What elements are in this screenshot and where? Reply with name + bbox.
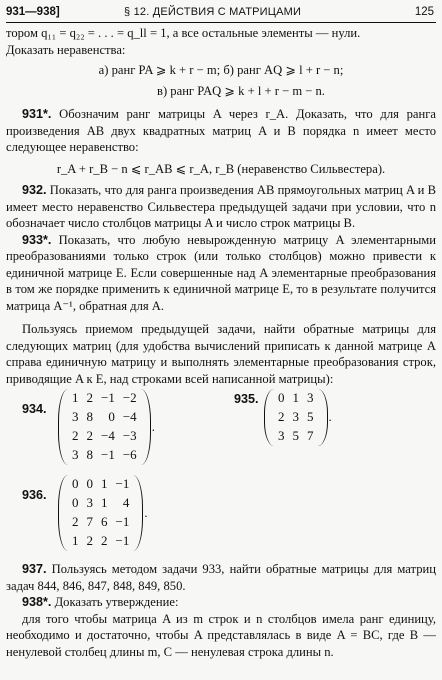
problem-number: 933*. <box>22 232 52 247</box>
problem-number: 938*. <box>22 595 52 609</box>
matrix-entry: 2 <box>86 533 93 549</box>
matrix-row <box>68 427 141 446</box>
matrix-entry: 1 <box>101 495 108 511</box>
matrix-entry: 6 <box>101 514 108 530</box>
problem-938 <box>6 594 436 611</box>
label-935: 935. <box>234 392 259 406</box>
problem-931 <box>6 106 436 156</box>
problem-text: Показать, что для ранга произведения AB прямоугольных матриц A и B имеет место неравенство Сильвестера предыдущей задачи при условии, что n обозначает число столбцов матрицы A и число строк матрицы B. <box>6 183 436 230</box>
matrix-entry: 0 <box>108 409 115 425</box>
intro-line-1: тором q₁₁ = q₂₂ = . . . = q_ll = 1, а все остальные элементы — нули. <box>6 26 361 40</box>
problem-933 <box>6 232 436 315</box>
matrix-entry: 8 <box>86 447 93 463</box>
matrix-entry: 4 <box>122 495 130 511</box>
matrix-entry: −4 <box>101 428 115 444</box>
matrix-row <box>68 408 141 427</box>
matrix-entry: 2 <box>72 514 79 530</box>
matrix-entry: 7 <box>86 514 93 530</box>
matrix-936-row <box>6 473 436 561</box>
matrix-entry: 1 <box>72 390 79 406</box>
matrix-row <box>274 427 318 446</box>
matrix-entry: 5 <box>292 428 299 444</box>
matrix-entry: 2 <box>278 409 285 425</box>
matrix-entry: −1 <box>115 514 130 530</box>
section-title: § 12. ДЕЙСТВИЯ С МАТРИЦАМИ <box>124 6 302 18</box>
matrix-entry: 2 <box>101 533 108 549</box>
matrix-entry: −4 <box>122 409 137 425</box>
matrix-entry: −6 <box>122 447 137 463</box>
matrix-entry: −1 <box>101 390 115 406</box>
matrix-entry: 0 <box>278 390 285 406</box>
matrix-row <box>274 389 318 408</box>
matrix-934: 1 2 −1 −2 3 8 0 −4 2 2 −4 −3 3 8 −1 −6 . <box>58 389 155 465</box>
matrix-row <box>68 513 133 532</box>
matrix-entry: 8 <box>86 409 93 425</box>
matrix-row <box>68 494 133 513</box>
problem-text: Пользуясь методом задачи 933, найти обратные матрицы для матриц задач 844, 846, 847, 848, 849, 850. <box>6 562 436 593</box>
matrix-entry: 3 <box>72 409 79 425</box>
matrices-934-935 <box>6 387 436 473</box>
problem-text: Обозначим ранг матрицы A через r_A. Доказать, что для ранга произведения AB двух квадратных матриц A и B порядка n имеет место следующее неравенство: <box>6 107 436 154</box>
matrix-entry: 3 <box>72 447 79 463</box>
matrix-entry: 0 <box>86 476 93 492</box>
problem-937 <box>6 561 436 594</box>
matrix-entry: 1 <box>72 533 79 549</box>
matrix-entry: 1 <box>292 390 299 406</box>
matrix-entry: −1 <box>115 476 130 492</box>
problem-text: Показать, что любую невырожденную матрицу A элементарными преобразованиями только строк (или только столбцов) можно привести к единичной матрице E. Если совершенные над A элементарные преобразования в том же порядке применить к единичной матрице E, то в результате получится матрица A⁻¹, обратная для A. <box>6 232 436 313</box>
matrix-entry: 3 <box>278 428 285 444</box>
matrix-entry: 1 <box>101 476 108 492</box>
inequality-c: в) ранг PAQ ⩾ k + l + r − m − n. <box>157 83 325 98</box>
sylvester-formula: r_A + r_B − n ⩽ r_AB ⩽ r_A, r_B (неравенство Сильвестера). <box>56 161 386 176</box>
matrix-row <box>68 475 133 494</box>
inequality-ab: а) ранг PA ⩾ k + r − m; б) ранг AQ ⩾ l + r − n; <box>98 63 344 77</box>
page-number: 125 <box>414 6 434 18</box>
page <box>6 4 436 660</box>
problem-number: 937. <box>22 562 47 576</box>
problem-number: 931*. <box>22 107 52 121</box>
matrix-entry: 0 <box>72 495 79 511</box>
matrix-row <box>274 408 318 427</box>
instructions-paragraph: Пользуясь приемом предыдущей задачи, найти обратные матрицы для следующих матриц (для удобства вычислений приписать к данной матрице A справа единичную матрицу и выполнять элементарные преобразования строк, приводящие A к E, над строками всей написанной матрицы): <box>6 322 436 386</box>
matrix-entry: 3 <box>86 495 93 511</box>
matrix-936: 0 0 1 −1 0 3 1 4 2 7 6 −1 1 2 2 −1 . <box>58 475 148 551</box>
matrix-entry: 2 <box>72 428 79 444</box>
matrix-entry: −3 <box>122 428 137 444</box>
intro-line-2: Доказать неравенства: <box>6 42 126 57</box>
problem-938-body: для того чтобы матрица A из m строк и n столбцов имела ранг единицу, необходимо и достаточно, чтобы A представлялась в виде A = BC, где B — ненулевой столбец длины m, C — ненулевая строка длины n. <box>6 611 436 659</box>
matrix-row <box>68 389 141 408</box>
matrix-entry: −1 <box>101 447 115 463</box>
matrix-entry: 2 <box>86 390 93 406</box>
label-934: 934. <box>22 402 47 416</box>
matrix-935: 0 1 3 2 3 5 3 5 7 . <box>264 389 332 446</box>
matrix-entry: 5 <box>307 409 314 425</box>
matrix-entry: 3 <box>292 409 299 425</box>
problem-text: Доказать утверждение: <box>54 595 179 609</box>
problem-number: 932. <box>22 183 47 197</box>
matrix-entry: −2 <box>122 390 137 406</box>
problem-932 <box>6 182 436 232</box>
label-936: 936. <box>22 488 47 502</box>
matrix-entry: 7 <box>307 428 314 444</box>
matrix-row <box>68 532 133 551</box>
matrix-entry: 2 <box>86 428 93 444</box>
problem-range: 931—938] <box>6 6 60 18</box>
matrix-entry: −1 <box>115 533 130 549</box>
matrix-entry: 0 <box>72 476 79 492</box>
matrix-entry: 3 <box>307 390 314 406</box>
matrix-row <box>68 446 141 465</box>
page-header <box>6 4 436 23</box>
